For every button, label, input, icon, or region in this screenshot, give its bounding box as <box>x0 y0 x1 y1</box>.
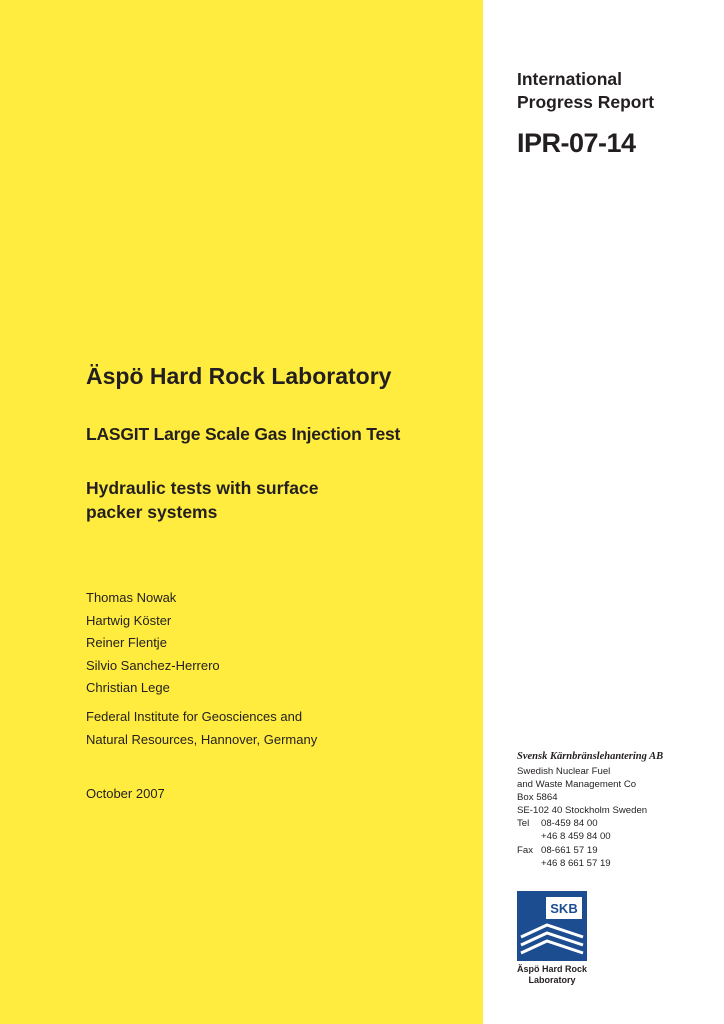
company-line: Box 5864 <box>517 792 558 804</box>
report-type <box>517 68 717 114</box>
subtitle: LASGIT Large Scale Gas Injection Test <box>86 424 401 444</box>
report-subtitle-line-1: Hydraulic tests with surface <box>86 478 319 498</box>
skb-logo-icon <box>517 891 587 961</box>
author-list <box>86 587 220 700</box>
fax-label: Fax <box>517 844 533 856</box>
report-subtitle <box>86 476 318 524</box>
author: Hartwig Köster <box>86 612 172 628</box>
company-line: Swedish Nuclear Fuel <box>517 766 611 777</box>
report-id: IPR-07-14 <box>517 128 636 158</box>
fax-row <box>517 844 717 857</box>
main-title: Äspö Hard Rock Laboratory <box>86 363 392 389</box>
company-line: and Waste Management Co <box>517 779 637 791</box>
tel-number-intl: +46 8 459 84 00 <box>541 831 611 843</box>
logo-caption-line-1: Äspö Hard Rock <box>516 964 587 974</box>
tel-number: 08-459 84 00 <box>541 818 598 830</box>
company-address-block <box>517 751 717 870</box>
fax-number: 08-661 57 19 <box>541 844 598 856</box>
tel-row <box>517 817 717 830</box>
publication-date: October 2007 <box>86 786 165 801</box>
fax-number-intl: +46 8 661 57 19 <box>541 857 611 869</box>
tel-label: Tel <box>517 818 530 830</box>
logo-caption <box>509 964 595 985</box>
company-line: SE-102 40 Stockholm Sweden <box>517 805 648 817</box>
company-name: Svensk Kärnbränslehantering AB <box>517 751 664 762</box>
tel-row-intl <box>517 830 717 843</box>
report-type-line-1: International <box>517 69 623 89</box>
author: Thomas Nowak <box>86 590 177 605</box>
logo-text: SKB <box>550 901 578 916</box>
affiliation-line-1: Federal Institute for Geosciences and <box>86 709 303 724</box>
author: Reiner Flentje <box>86 635 167 650</box>
affiliation-line-2: Natural Resources, Hannover, Germany <box>86 731 318 747</box>
author: Christian Lege <box>86 680 170 695</box>
fax-row-intl <box>517 857 717 870</box>
report-subtitle-line-2: packer systems <box>86 502 218 522</box>
affiliation <box>86 706 317 751</box>
report-type-line-2: Progress Report <box>517 92 655 112</box>
author: Silvio Sanchez-Herrero <box>86 657 220 673</box>
logo-caption-line-2: Laboratory <box>528 974 576 985</box>
